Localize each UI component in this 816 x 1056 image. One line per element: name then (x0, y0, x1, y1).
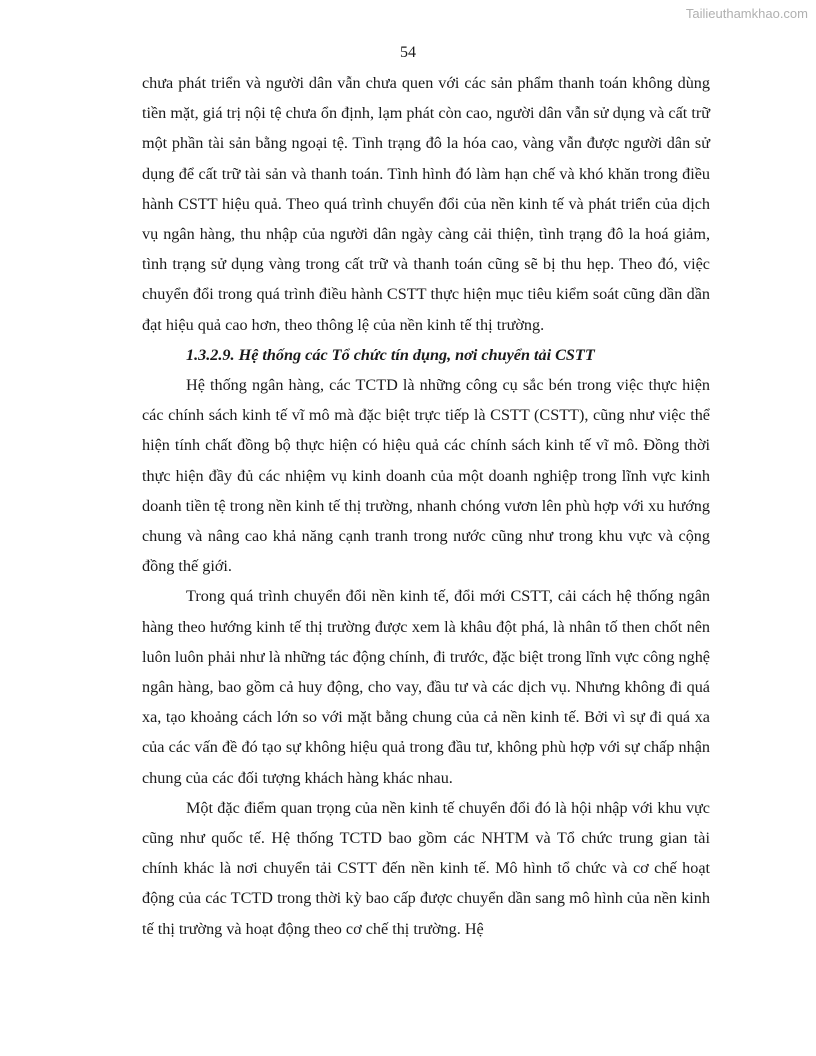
section-heading: 1.3.2.9. Hệ thống các Tổ chức tín dụng, nơi chuyển tải CSTT (186, 345, 595, 364)
watermark: Tailieuthamkhao.com (685, 6, 808, 21)
paragraph-4: Một đặc điểm quan trọng của nền kinh tế chuyển đổi đó là hội nhập với khu vực cũng như quốc tế. Hệ thống TCTD bao gồm các NHTM và Tổ chức trung gian tài chính khác là nơi chuyển tải CSTT đến nền kinh tế. Mô hình tổ chức và cơ chế hoạt động của các TCTD trong thời kỳ bao cấp được chuyển dần sang mô hình của nền kinh tế thị trường và hoạt động theo cơ chế thị trường. Hệ (142, 798, 710, 938)
page-number: 54 (400, 44, 416, 61)
paragraph-1: chưa phát triển và người dân vẫn chưa quen với các sản phẩm thanh toán không dùng tiền mặt, giá trị nội tệ chưa ổn định, lạm phát còn cao, người dân vẫn sử dụng và cất trữ một phần tài sản bằng ngoại tệ. Tình trạng đô la hóa cao, vàng vẫn được người dân sử dụng để cất trữ tài sản và thanh toán. Tình hình đó làm hạn chế và khó khăn trong điều hành CSTT hiệu quả. Theo quá trình chuyển đổi của nền kinh tế và phát triển của dịch vụ ngân hàng, thu nhập của người dân ngày càng cải thiện, tình trạng đô la hoá giảm, tình trạng sử dụng vàng trong cất trữ và thanh toán cũng sẽ bị thu hẹp. Theo đó, việc chuyển đổi trong quá trình điều hành CSTT thực hiện mục tiêu kiểm soát cũng dần dần đạt hiệu quả cao hơn, theo thông lệ của nền kinh tế thị trường. (142, 74, 710, 334)
paragraph-3: Trong quá trình chuyển đổi nền kinh tế, đổi mới CSTT, cải cách hệ thống ngân hàng theo hướng kinh tế thị trường được xem là khâu đột phá, là nhân tố then chốt nên luôn luôn phải như là những tác động chính, đi trước, đặc biệt trong lĩnh vực công nghệ ngân hàng, bao gồm cả huy động, cho vay, đầu tư và các dịch vụ. Nhưng không đi quá xa, tạo khoảng cách lớn so với mặt bằng chung của cả nền kinh tế. Bởi vì sự đi quá xa của các vấn đề đó tạo sự không hiệu quả trong đầu tư, không phù hợp với sự chấp nhận chung của các đối tượng khách hàng khác nhau. (142, 587, 710, 787)
document-body (142, 68, 710, 944)
paragraph-2: Hệ thống ngân hàng, các TCTD là những công cụ sắc bén trong việc thực hiện các chính sách kinh tế vĩ mô mà đặc biệt trực tiếp là CSTT (CSTT), cũng như việc thể hiện tính chất đồng bộ thực hiện có hiệu quả các chính sách kinh tế vĩ mô. Đồng thời thực hiện đầy đủ các nhiệm vụ kinh doanh của một doanh nghiệp trong lĩnh vực kinh doanh tiền tệ trong nền kinh tế thị trường, nhanh chóng vươn lên phù hợp với xu hướng chung và nâng cao khả năng cạnh tranh trong nước cũng như trong khu vực và cộng đồng thế giới. (142, 376, 710, 576)
